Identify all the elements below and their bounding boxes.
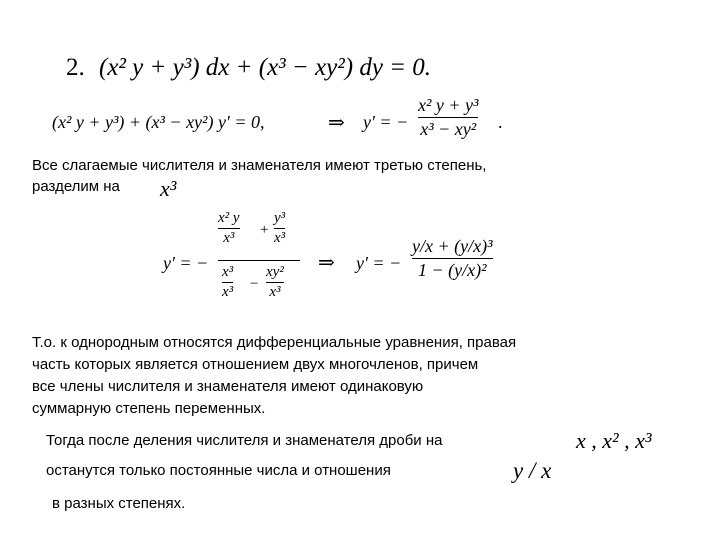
- equation-2-period: .: [498, 112, 503, 132]
- frac-den-a-top: x³: [222, 264, 234, 280]
- frac-num-a-bar: [218, 228, 240, 229]
- frac-den-a: [222, 264, 233, 301]
- paragraph-2-line-3: все члены числителя и знаменателя имеют одинаковую: [32, 378, 424, 395]
- paragraph-3-line-2: останутся только постоянные числа и отношения: [46, 462, 391, 479]
- compound-fraction: [218, 210, 300, 310]
- powers-of-x: x , x² , x³: [576, 428, 652, 453]
- paragraph-3-line-1: Тогда после деления числителя и знаменателя дроби на: [46, 432, 443, 449]
- equation-1-body: (x² y + y³) dx + (x³ − xy²) dy = 0.: [99, 54, 432, 81]
- frac-num-a-top: x² y: [218, 210, 240, 226]
- equation-2-lhs: (x² y + y³) + (x³ − xy²) y′ = 0,: [52, 112, 265, 132]
- fraction-1-numerator: x² y + y³: [418, 95, 479, 115]
- y-prime-label-1: y′ = −: [363, 112, 409, 132]
- divisor-x-cubed: x³: [160, 176, 177, 201]
- frac-num-b-top: y³: [274, 210, 286, 226]
- frac-num-b-bottom: x³: [274, 230, 286, 246]
- paragraph-2-line-2: часть которых является отношением двух многочленов, причем: [32, 356, 479, 373]
- fraction-2-denominator: 1 − (y/x)²: [417, 260, 487, 280]
- equation-1: [66, 54, 431, 82]
- implies-arrow-1: ⇒: [328, 112, 345, 134]
- implies-arrow-2: ⇒: [318, 252, 335, 274]
- paragraph-1-line-1: Все слагаемые числителя и знаменателя имеют третью степень,: [32, 157, 487, 174]
- fraction-1: [418, 95, 478, 140]
- fraction-2-numerator: y/x + (y/x)³: [412, 236, 493, 256]
- frac-num-a: [218, 210, 240, 247]
- fraction-1-bar: [418, 117, 478, 118]
- frac-den-b-bar: [266, 282, 284, 283]
- frac-den-b-top: xy²: [266, 264, 284, 280]
- paragraph-3-line-3: в разных степенях.: [52, 495, 186, 512]
- main-fraction-bar: [218, 260, 300, 261]
- equation-number: 2.: [66, 54, 85, 81]
- ratio-y-over-x: y / x: [513, 458, 552, 483]
- frac-den-a-bottom: x³: [222, 284, 234, 300]
- frac-num-b-bar: [274, 228, 285, 229]
- frac-num-b: [274, 210, 285, 247]
- y-prime-label-3: y′ = −: [356, 253, 402, 273]
- paragraph-2-line-4: суммарную степень переменных.: [32, 400, 266, 417]
- plus-sign: +: [260, 222, 269, 238]
- paragraph-2-line-1: Т.о. к однородным относятся дифференциальные уравнения, правая: [32, 334, 517, 351]
- frac-den-a-bar: [222, 282, 233, 283]
- frac-num-a-bottom: x³: [223, 230, 235, 246]
- frac-den-b: [266, 264, 284, 301]
- paragraph-1-line-2: разделим на: [32, 178, 120, 195]
- y-prime-label-2: y′ = −: [163, 253, 209, 273]
- fraction-2-bar: [412, 258, 493, 259]
- frac-den-b-bottom: x³: [269, 284, 281, 300]
- fraction-1-denominator: x³ − xy²: [420, 119, 477, 139]
- minus-sign: −: [250, 276, 259, 292]
- fraction-2: [412, 236, 493, 281]
